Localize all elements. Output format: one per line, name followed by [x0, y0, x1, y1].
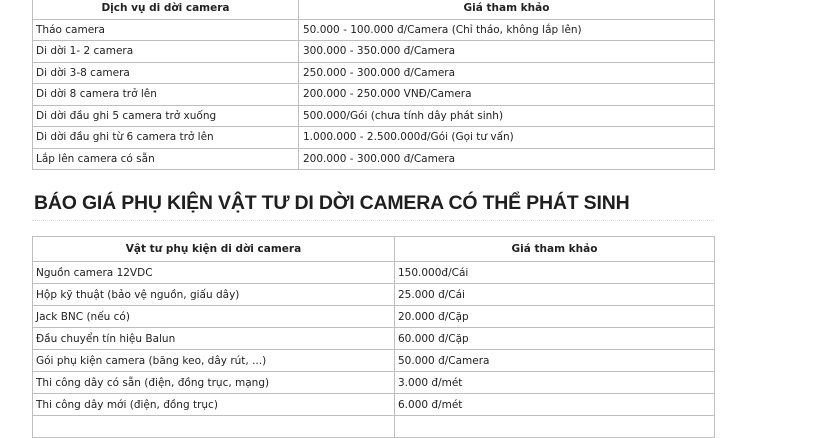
material-cell-cut-off	[33, 416, 395, 438]
price-cell: 20.000 đ/Cặp	[395, 306, 715, 328]
price-cell: 200.000 - 250.000 VNĐ/Camera	[299, 84, 715, 106]
relocation-price-table	[32, 0, 715, 170]
section-divider	[32, 220, 714, 221]
material-cell: Thi công dây có sẵn (điện, đồng trục, mạng)	[33, 372, 395, 394]
service-cell: Di dời 3-8 camera	[33, 62, 299, 84]
table-row	[33, 62, 715, 84]
price-cell: 250.000 - 300.000 đ/Camera	[299, 62, 715, 84]
material-cell: Thi công dây mới (điện, đồng trục)	[33, 394, 395, 416]
material-cell: Hộp kỹ thuật (bảo vệ nguồn, giấu dây)	[33, 284, 395, 306]
service-cell: Di dời đầu ghi từ 6 camera trở lên	[33, 127, 299, 149]
column-header-service: Dịch vụ di dời camera	[33, 0, 299, 19]
price-cell: 500.000/Gói (chưa tính dây phát sinh)	[299, 105, 715, 127]
table-header-row	[33, 0, 715, 19]
column-header-price: Giá tham khảo	[299, 0, 715, 19]
table-header-row	[33, 237, 715, 262]
service-cell: Di dời đầu ghi 5 camera trở xuống	[33, 105, 299, 127]
table-row	[33, 262, 715, 284]
price-cell: 50.000 đ/Camera	[395, 350, 715, 372]
material-cell: Jack BNC (nếu có)	[33, 306, 395, 328]
table-row	[33, 284, 715, 306]
service-cell: Tháo camera	[33, 19, 299, 41]
table-row	[33, 19, 715, 41]
table-row	[33, 105, 715, 127]
table-row	[33, 306, 715, 328]
price-cell: 200.000 - 300.000 đ/Camera	[299, 148, 715, 170]
price-cell: 150.000đ/Cái	[395, 262, 715, 284]
service-cell: Di dời 8 camera trở lên	[33, 84, 299, 106]
price-cell: 300.000 - 350.000 đ/Camera	[299, 41, 715, 63]
table-row	[33, 148, 715, 170]
price-cell: 1.000.000 - 2.500.000đ/Gói (Gọi tư vấn)	[299, 127, 715, 149]
material-cell: Đầu chuyển tín hiệu Balun	[33, 328, 395, 350]
table-row	[33, 328, 715, 350]
table-row	[33, 350, 715, 372]
material-cell: Gói phụ kiện camera (băng keo, dây rút, ...)	[33, 350, 395, 372]
price-cell: 3.000 đ/mét	[395, 372, 715, 394]
table-row-partial	[33, 416, 715, 438]
table-row	[33, 127, 715, 149]
material-cell: Nguồn camera 12VDC	[33, 262, 395, 284]
price-cell: 50.000 - 100.000 đ/Camera (Chỉ tháo, không lắp lên)	[299, 19, 715, 41]
price-cell: 60.000 đ/Cặp	[395, 328, 715, 350]
section-heading: BÁO GIÁ PHỤ KIỆN VẬT TƯ DI DỜI CAMERA CÓ THỂ PHÁT SINH	[34, 192, 630, 214]
accessories-price-table	[32, 236, 715, 438]
column-header-material: Vật tư phụ kiện di dời camera	[33, 237, 395, 262]
price-cell: 6.000 đ/mét	[395, 394, 715, 416]
price-cell-cut-off	[395, 416, 715, 438]
price-cell: 25.000 đ/Cái	[395, 284, 715, 306]
table-row	[33, 84, 715, 106]
table-row	[33, 394, 715, 416]
table-row	[33, 41, 715, 63]
service-cell: Lắp lên camera có sẵn	[33, 148, 299, 170]
table-row	[33, 372, 715, 394]
column-header-price: Giá tham khảo	[395, 237, 715, 262]
service-cell: Di dời 1- 2 camera	[33, 41, 299, 63]
